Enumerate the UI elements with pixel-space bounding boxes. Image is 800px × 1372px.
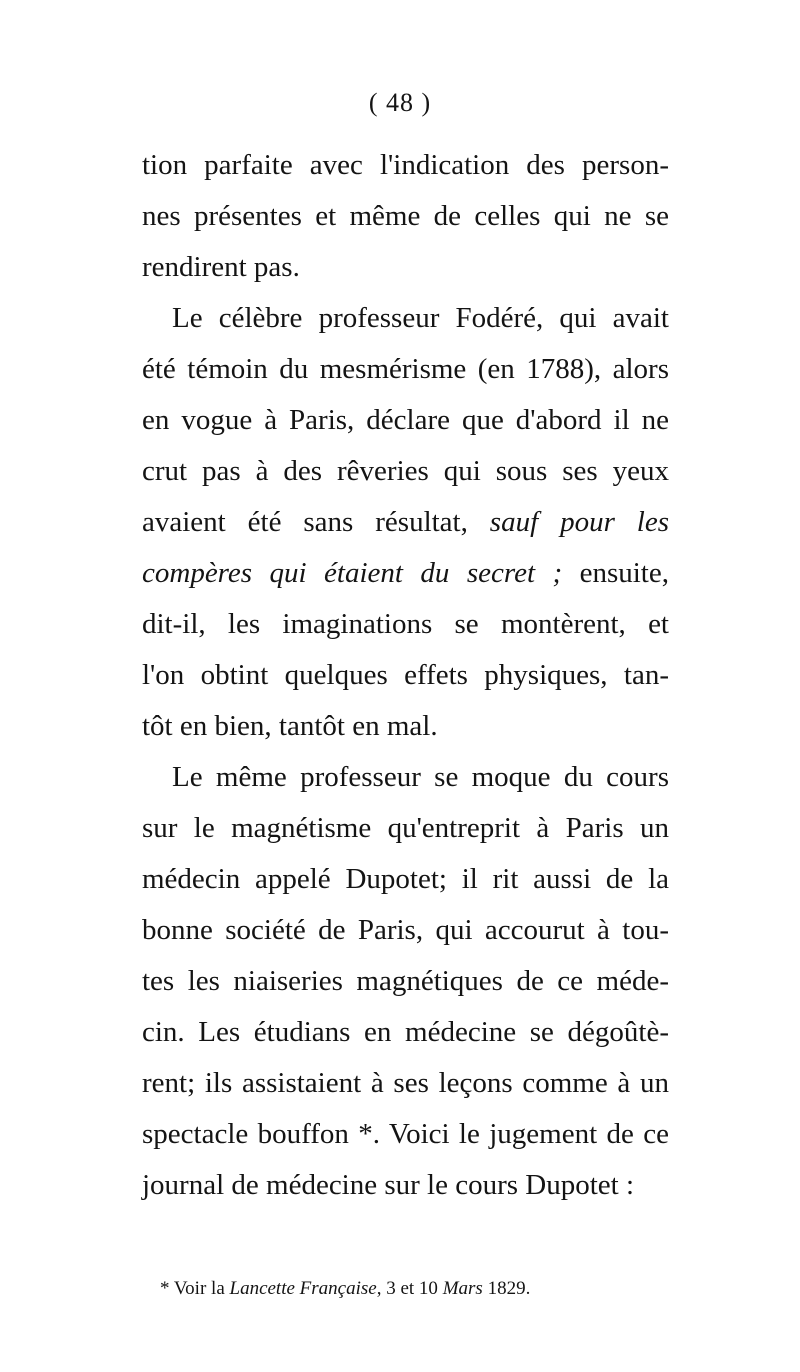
footnote-month: Mars bbox=[442, 1278, 483, 1299]
text-line: journal de médecine sur le cours Dupotet : bbox=[142, 1169, 635, 1201]
italic-phrase: sauf pour les bbox=[489, 506, 669, 538]
text-line: dit-il, les imaginations se montèrent, et bbox=[142, 608, 669, 640]
text-line: bonne société de Paris, qui accourut à tou- bbox=[142, 914, 669, 946]
text-line: crut pas à des rêveries qui sous ses yeux bbox=[142, 455, 669, 487]
text-line: Le célèbre professeur Fodéré, qui avait bbox=[172, 302, 669, 334]
text-line: l'on obtint quelques effets physiques, tan- bbox=[142, 659, 669, 691]
footnote-text: 1829. bbox=[482, 1278, 531, 1299]
text-line: cin. Les étudians en médecine se dégoûtè- bbox=[142, 1016, 669, 1048]
body-text bbox=[142, 140, 669, 1211]
footnote-text: * Voir la bbox=[160, 1278, 230, 1299]
text-run: ensuite, bbox=[562, 557, 669, 589]
footnote-text: , 3 et 10 bbox=[376, 1278, 443, 1299]
text-line: tes les niaiseries magnétiques de ce méde- bbox=[142, 965, 669, 997]
page-number: ( 48 ) bbox=[368, 88, 432, 117]
text-line: rendirent pas. bbox=[142, 251, 300, 283]
text-line: spectacle bouffon *. Voici le jugement de ce bbox=[142, 1118, 669, 1150]
text-line bbox=[142, 497, 669, 548]
text-run: avaient été sans résultat, bbox=[142, 506, 490, 538]
text-line bbox=[142, 548, 669, 599]
text-line: rent; ils assistaient à ses leçons comme à un bbox=[142, 1067, 669, 1099]
footnote-journal-title: Lancette Française bbox=[229, 1278, 377, 1299]
text-line: tion parfaite avec l'indication des person- bbox=[142, 149, 669, 181]
text-line: en vogue à Paris, déclare que d'abord il ne bbox=[142, 404, 669, 436]
italic-phrase: compères qui étaient du secret ; bbox=[142, 557, 563, 589]
text-line: nes présentes et même de celles qui ne se bbox=[142, 200, 669, 232]
text-line: médecin appelé Dupotet; il rit aussi de la bbox=[142, 863, 669, 895]
text-line: été témoin du mesmérisme (en 1788), alors bbox=[142, 353, 669, 385]
footnote bbox=[160, 1277, 680, 1301]
text-line: Le même professeur se moque du cours bbox=[172, 761, 669, 793]
text-line: sur le magnétisme qu'entreprit à Paris un bbox=[142, 812, 669, 844]
text-line: tôt en bien, tantôt en mal. bbox=[142, 710, 438, 742]
